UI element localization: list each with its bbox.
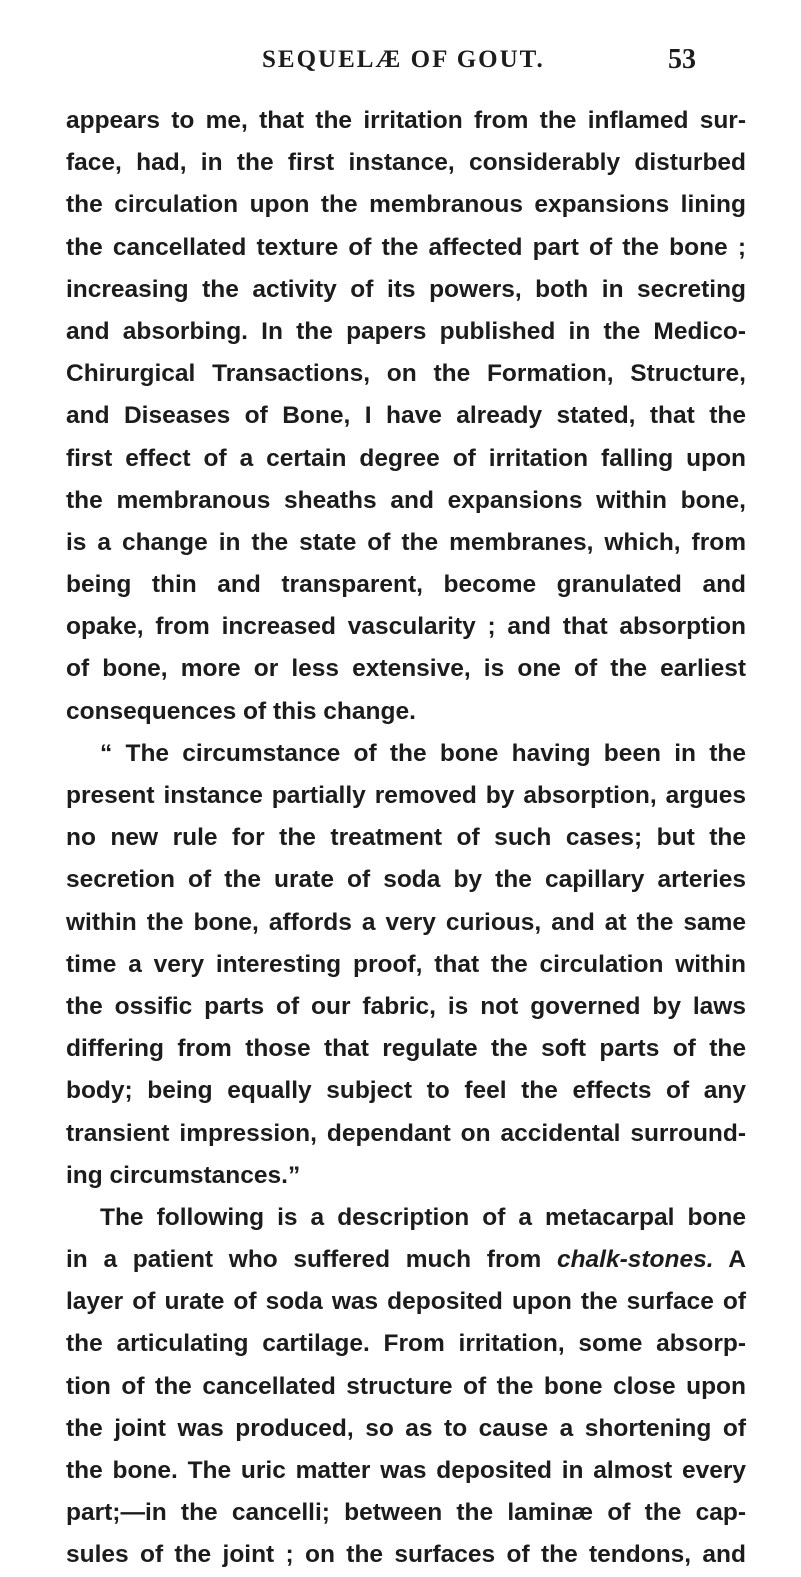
text-line: the articulating cartilage. From irritation, some absorp- <box>66 1330 746 1358</box>
text-line: present instance partially removed by absorption, argues <box>66 782 746 809</box>
text-segment: A <box>713 1246 746 1274</box>
text-line: is a change in the state of the membranes, which, from <box>66 528 746 556</box>
text-line: of bone, more or less extensive, is one of the earliest <box>66 655 746 683</box>
text-line: sules of the joint ; on the surfaces of the tendons, and <box>66 1541 746 1569</box>
text-line: body; being equally subject to feel the effects of any <box>66 1077 746 1105</box>
text-line: the ossific parts of our fabric, is not governed by laws <box>66 992 746 1020</box>
text-line: no new rule for the treatment of such cases; but the <box>66 824 746 852</box>
text-line: Chirurgical Transactions, on the Formation, Structure, <box>66 360 746 388</box>
text-line <box>66 1239 746 1281</box>
text-line: the joint was produced, so as to cause a shortening of <box>66 1414 746 1442</box>
running-head-title: SEQUELÆ OF GOUT. <box>262 46 545 73</box>
page-number: 53 <box>668 44 696 75</box>
text-line: within the bone, affords a very curious, and at the same <box>66 908 746 936</box>
text-line: the cancellated texture of the affected part of the bone ; <box>66 233 746 261</box>
text-line: secretion of the urate of soda by the capillary arteries <box>66 866 746 894</box>
text-segment: in a patient who suffered much from <box>66 1246 557 1274</box>
text-line: time a very interesting proof, that the circulation within <box>66 950 746 978</box>
italic-phrase: chalk-stones. <box>556 1246 714 1274</box>
text-line: appears to me, that the irritation from the inflamed sur- <box>66 107 746 134</box>
text-line: opake, from increased vascularity ; and that absorption <box>66 613 746 641</box>
text-line: part;—in the cancelli; between the laminæ of the cap- <box>66 1499 746 1527</box>
text-line: The following is a description of a metacarpal bone <box>100 1203 746 1231</box>
text-line: differing from those that regulate the soft parts of the <box>66 1035 746 1063</box>
text-line: transient impression, dependant on accidental surround- <box>66 1119 746 1147</box>
text-line: increasing the activity of its powers, both in secreting <box>66 275 746 303</box>
text-line: being thin and transparent, become granulated and <box>66 571 746 599</box>
text-line: “ The circumstance of the bone having been in the <box>100 739 746 767</box>
text-line: and Diseases of Bone, I have already stated, that the <box>66 402 746 430</box>
text-line: and absorbing. In the papers published in the Medico- <box>66 317 746 345</box>
text-line: the bone. The uric matter was deposited in almost every <box>66 1457 746 1484</box>
text-line: first effect of a certain degree of irritation falling upon <box>66 444 746 472</box>
text-line: tion of the cancellated structure of the bone close upon <box>66 1372 746 1400</box>
running-head <box>0 46 801 86</box>
text-line: the membranous sheaths and expansions within bone, <box>66 486 746 514</box>
text-line: the circulation upon the membranous expansions lining <box>66 191 746 219</box>
text-line: layer of urate of soda was deposited upon the surface of <box>66 1288 746 1316</box>
body-text <box>66 100 746 1577</box>
text-line: ing circumstances.” <box>66 1161 301 1189</box>
text-line: consequences of this change. <box>66 697 416 725</box>
text-line: face, had, in the first instance, considerably disturbed <box>66 149 746 177</box>
